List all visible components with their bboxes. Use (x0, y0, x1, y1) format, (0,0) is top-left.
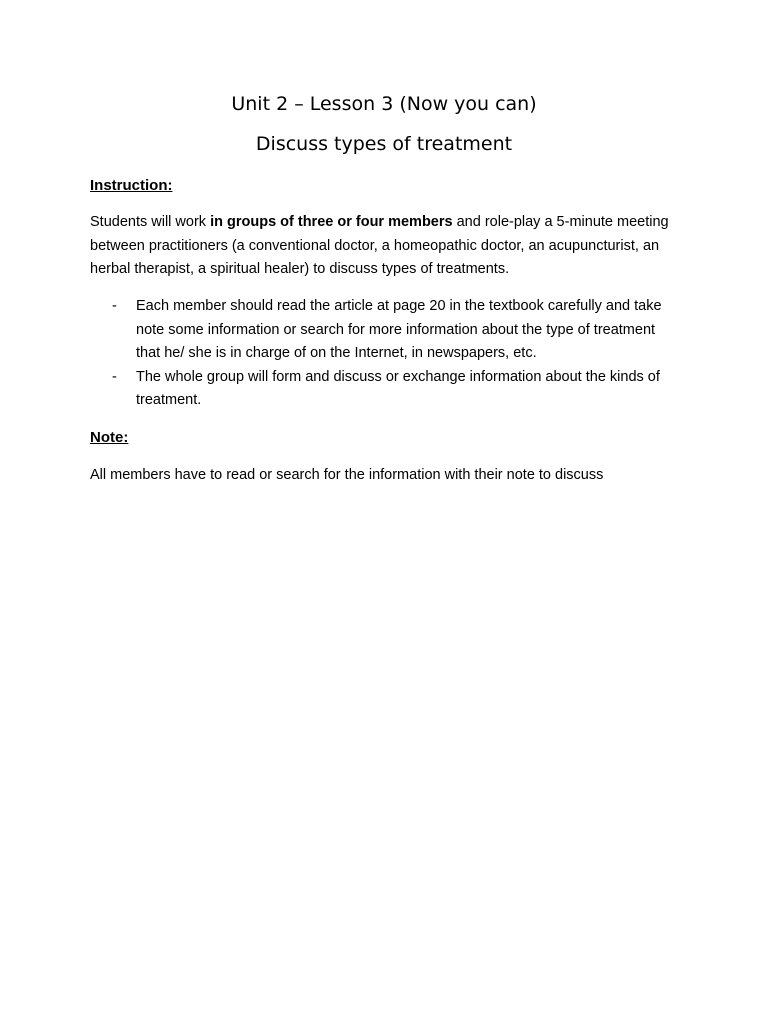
instruction-list (90, 295, 680, 413)
list-item-text: The whole group will form and discuss or exchange information about the kinds of treatment. (136, 368, 660, 408)
instruction-paragraph (90, 211, 680, 282)
list-item (90, 295, 680, 366)
instruction-heading: Instruction: (90, 177, 173, 194)
document-title: Unit 2 – Lesson 3 (Now you can) (231, 93, 537, 115)
document-subtitle: Discuss types of treatment (255, 133, 513, 155)
list-marker: - (112, 368, 117, 385)
list-item (90, 366, 680, 413)
note-paragraph: All members have to read or search for the information with their note to discuss (90, 467, 604, 483)
list-item-text: Each member should read the article at page 20 in the textbook carefully and take note some information or search for more information about the type of treatment that he/ she is in charge of on the Internet, in newspapers, etc. (136, 298, 662, 361)
note-heading: Note: (90, 429, 129, 446)
intro-text-bold: in groups of three or four members (210, 214, 453, 230)
intro-text-start: Students will work (90, 214, 211, 230)
intro-text-end: and role-play a 5-minute meeting between practitioners (a conventional doctor, a homeopathic doctor, an acupuncturist, an herbal therapist, a spiritual healer) to discuss types of treatments. (90, 214, 669, 277)
list-marker: - (112, 298, 117, 314)
